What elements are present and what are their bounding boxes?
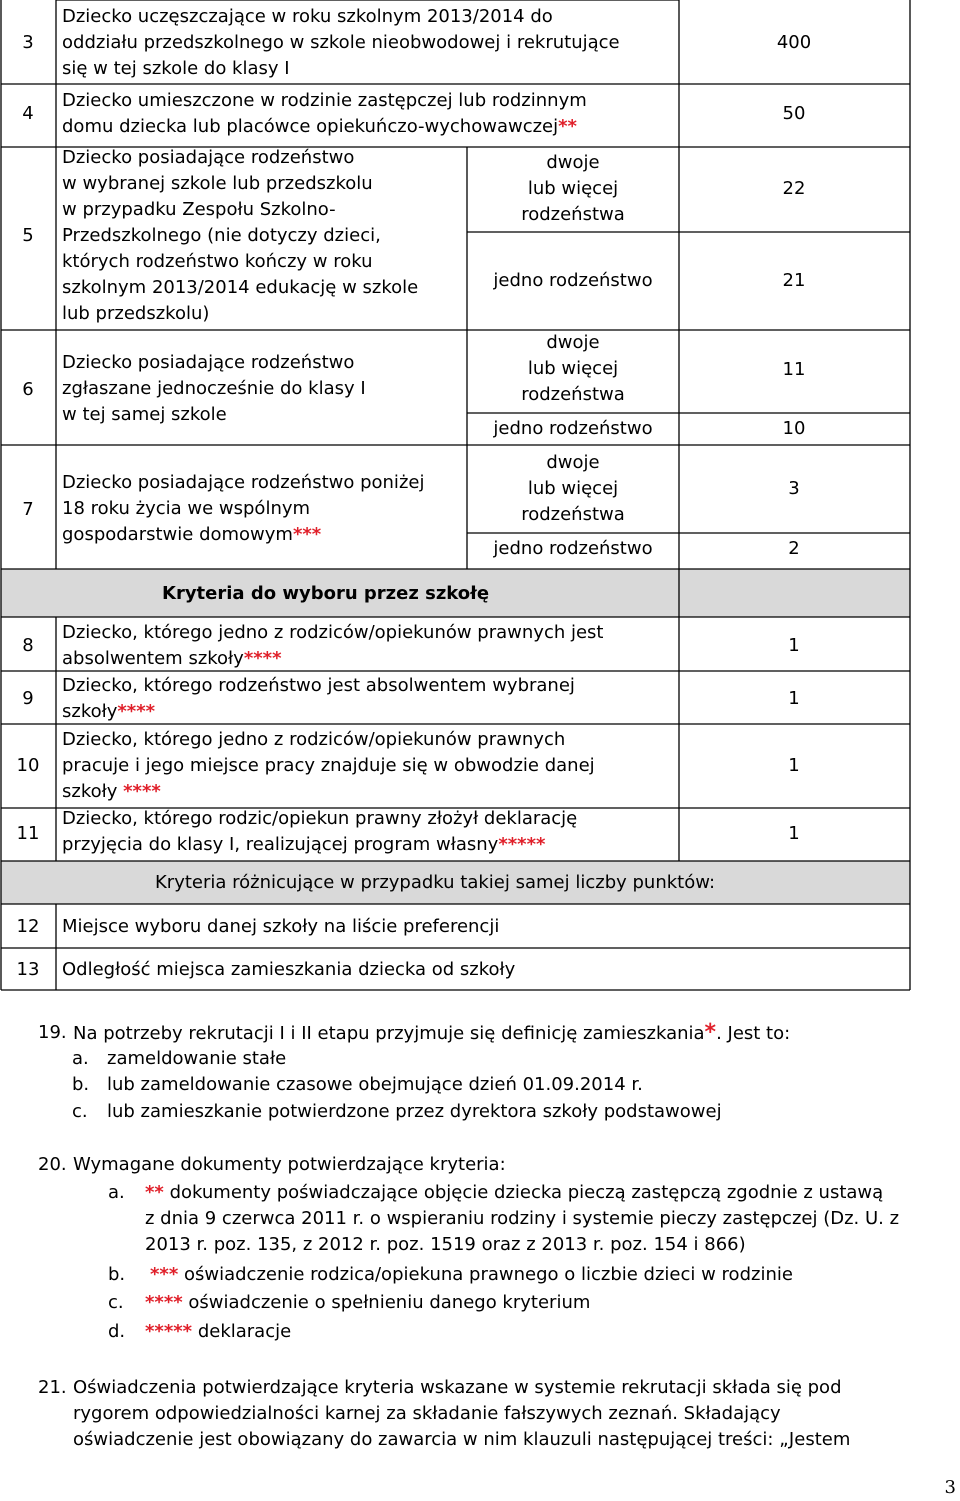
criterion-line: gospodarstwie domowym xyxy=(62,524,293,545)
criterion-text: Miejsce wyboru danej szkoły na liście preferencji xyxy=(62,916,500,937)
label-line: dwoje xyxy=(546,332,600,353)
criterion-line: pracuje i jego miejsce pracy znajduje się w obwodzie danej xyxy=(62,755,595,776)
paragraph-line: Na potrzeby rekrutacji I i II etapu przyjmuje się definicję zamieszkania xyxy=(73,1023,705,1044)
label-line: lub więcej xyxy=(527,358,619,379)
criterion-line: Dziecko, którego rodzic/opiekun prawny złożył deklarację xyxy=(62,808,578,829)
label-line: rodzeństwa xyxy=(521,384,625,405)
footnote-mark: **** xyxy=(243,648,282,669)
item-letter: b. xyxy=(108,1264,126,1285)
footnote-mark: *** xyxy=(292,524,322,545)
item-text: lub zameldowanie czasowe obejmujące dzień 01.09.2014 r. xyxy=(107,1074,643,1095)
sibling-count-label: jedno rodzeństwo xyxy=(493,418,653,439)
points-value: 50 xyxy=(782,103,806,124)
criterion-text xyxy=(62,470,424,548)
item-letter: b. xyxy=(72,1074,90,1095)
item-line: z dnia 9 czerwca 2011 r. o wspieraniu rodziny i systemie pieczy zastępczej (Dz. U. z xyxy=(145,1208,900,1229)
item-text xyxy=(145,1290,590,1316)
item-text xyxy=(145,1319,291,1345)
paragraph-text: Wymagane dokumenty potwierdzające kryteria: xyxy=(73,1154,506,1175)
criterion-line: Przedszkolnego (nie dotyczy dzieci, xyxy=(62,225,381,246)
criterion-line: Dziecko posiadające rodzeństwo xyxy=(62,352,355,373)
paragraph-text xyxy=(73,1020,790,1047)
footnote-mark: **** xyxy=(145,1292,183,1313)
points-value: 1 xyxy=(788,688,800,709)
paragraph-line: rygorem odpowiedzialności karnej za składanie fałszywych zeznań. Składający xyxy=(73,1403,781,1424)
item-line: oświadczenie rodzica/opiekuna prawnego o liczbie dzieci w rodzinie xyxy=(183,1264,793,1285)
label-line: dwoje xyxy=(546,452,600,473)
sibling-count-label xyxy=(467,330,679,408)
points-value: 400 xyxy=(776,32,812,53)
criterion-line: Dziecko posiadające rodzeństwo poniżej xyxy=(62,472,425,493)
label-line: lub więcej xyxy=(527,178,619,199)
label-line: dwoje xyxy=(546,152,600,173)
school-criteria-header: Kryteria do wyboru przez szkołę xyxy=(162,583,490,604)
criterion-line: domu dziecka lub placówce opiekuńczo-wychowawczej xyxy=(62,116,559,137)
row-number: 4 xyxy=(22,103,34,124)
criterion-line: w tej samej szkole xyxy=(62,404,227,425)
row-number: 8 xyxy=(22,635,34,656)
points-value: 1 xyxy=(788,823,800,844)
label-line: rodzeństwa xyxy=(521,504,625,525)
points-value: 11 xyxy=(782,359,806,380)
paragraph-line: oświadczenie jest obowiązany do zawarcia w nim klauzuli następującej treści: „Jestem xyxy=(73,1429,851,1450)
criterion-text xyxy=(62,145,418,327)
row-number: 6 xyxy=(22,379,34,400)
criterion-line: przyjęcia do klasy I, realizującej program własny xyxy=(62,834,499,855)
criterion-text xyxy=(62,727,595,805)
points-value: 1 xyxy=(788,635,800,656)
footnote-mark: **** xyxy=(123,781,161,802)
criterion-line: absolwentem szkoły xyxy=(62,648,244,669)
paragraph-line: Oświadczenia potwierdzające kryteria wskazane w systemie rekrutacji składa się pod xyxy=(73,1377,842,1398)
sibling-count-label: jedno rodzeństwo xyxy=(493,538,653,559)
criterion-line: się w tej szkole do klasy I xyxy=(62,58,290,79)
criterion-text xyxy=(62,673,575,725)
criterion-line: Dziecko umieszczone w rodzinie zastępczej lub rodzinnym xyxy=(62,90,587,111)
label-line: lub więcej xyxy=(527,478,619,499)
item-letter: d. xyxy=(108,1321,126,1342)
footnote-mark: **** xyxy=(117,701,156,722)
sibling-count-label: jedno rodzeństwo xyxy=(493,270,653,291)
criterion-line: Dziecko posiadające rodzeństwo xyxy=(62,147,355,168)
paragraph-number: 20. xyxy=(38,1154,67,1175)
criterion-line: których rodzeństwo kończy w roku xyxy=(62,251,373,272)
footnote-mark: ** xyxy=(145,1182,164,1203)
criterion-line: zgłaszane jednocześnie do klasy I xyxy=(62,378,366,399)
paragraph-number: 19. xyxy=(38,1022,67,1043)
item-letter: c. xyxy=(108,1292,124,1313)
criterion-line: Dziecko, którego rodzeństwo jest absolwentem wybranej xyxy=(62,675,575,696)
points-value: 1 xyxy=(788,755,800,776)
footnote-mark: ***** xyxy=(498,834,546,855)
points-value: 22 xyxy=(782,178,806,199)
item-line: oświadczenie o spełnieniu danego kryterium xyxy=(188,1292,591,1313)
criterion-line: szkoły xyxy=(62,701,118,722)
criterion-line: w przypadku Zespołu Szkolno- xyxy=(62,199,336,220)
footnote-mark: *** xyxy=(150,1264,179,1285)
criterion-text xyxy=(62,4,620,82)
criterion-line: szkolnym 2013/2014 edukację w szkole xyxy=(62,277,419,298)
item-line: 2013 r. poz. 135, z 2012 r. poz. 1519 oraz z 2013 r. poz. 154 i 866) xyxy=(145,1234,746,1255)
criterion-text xyxy=(62,350,366,428)
criterion-text xyxy=(62,620,604,672)
criterion-text xyxy=(62,88,587,140)
paragraph-line: . Jest to: xyxy=(716,1023,791,1044)
row-number: 13 xyxy=(16,959,40,980)
points-value: 3 xyxy=(788,478,800,499)
row-number: 9 xyxy=(22,688,34,709)
points-value: 21 xyxy=(782,270,806,291)
criterion-line: Dziecko uczęszczające w roku szkolnym 2013/2014 do xyxy=(62,6,553,27)
row-number: 10 xyxy=(16,755,40,776)
points-value: 10 xyxy=(782,418,806,439)
sibling-count-label xyxy=(467,150,679,228)
criterion-line: szkoły xyxy=(62,781,124,802)
criterion-line: lub przedszkolu) xyxy=(62,303,210,324)
footnote-mark: * xyxy=(704,1020,717,1045)
criterion-line: 18 roku życia we wspólnym xyxy=(62,498,311,519)
item-letter: c. xyxy=(72,1101,88,1122)
criterion-line: Dziecko, którego jedno z rodziców/opiekunów prawnych jest xyxy=(62,622,604,643)
tie-criteria-header: Kryteria różnicujące w przypadku takiej samej liczby punktów: xyxy=(155,872,716,893)
row-number: 12 xyxy=(16,916,40,937)
row-number: 11 xyxy=(16,823,40,844)
item-line: deklaracje xyxy=(197,1321,292,1342)
item-line: dokumenty poświadczające objęcie dziecka pieczą zastępczą zgodnie z ustawą xyxy=(169,1182,884,1203)
footnote-mark: ** xyxy=(558,116,577,137)
criterion-line: oddziału przedszkolnego w szkole nieobwodowej i rekrutujące xyxy=(62,32,620,53)
page-number: 3 xyxy=(944,1477,956,1498)
sibling-count-label xyxy=(467,450,679,528)
points-value: 2 xyxy=(788,538,800,559)
label-line: rodzeństwa xyxy=(521,204,625,225)
criterion-line: w wybranej szkole lub przedszkolu xyxy=(62,173,373,194)
item-text xyxy=(150,1262,793,1288)
paragraph-number: 21. xyxy=(38,1377,67,1398)
footnote-mark: ***** xyxy=(145,1321,193,1342)
item-text xyxy=(145,1180,955,1258)
item-letter: a. xyxy=(72,1048,89,1069)
item-text: zameldowanie stałe xyxy=(107,1048,287,1069)
criterion-text xyxy=(62,806,577,858)
row-number: 7 xyxy=(22,499,34,520)
item-text: lub zamieszkanie potwierdzone przez dyrektora szkoły podstawowej xyxy=(107,1101,722,1122)
paragraph-text xyxy=(73,1375,953,1453)
criterion-text: Odległość miejsca zamieszkania dziecka od szkoły xyxy=(62,959,516,980)
row-number: 3 xyxy=(22,32,34,53)
item-letter: a. xyxy=(108,1182,125,1203)
row-number: 5 xyxy=(22,225,34,246)
criterion-line: Dziecko, którego jedno z rodziców/opiekunów prawnych xyxy=(62,729,566,750)
